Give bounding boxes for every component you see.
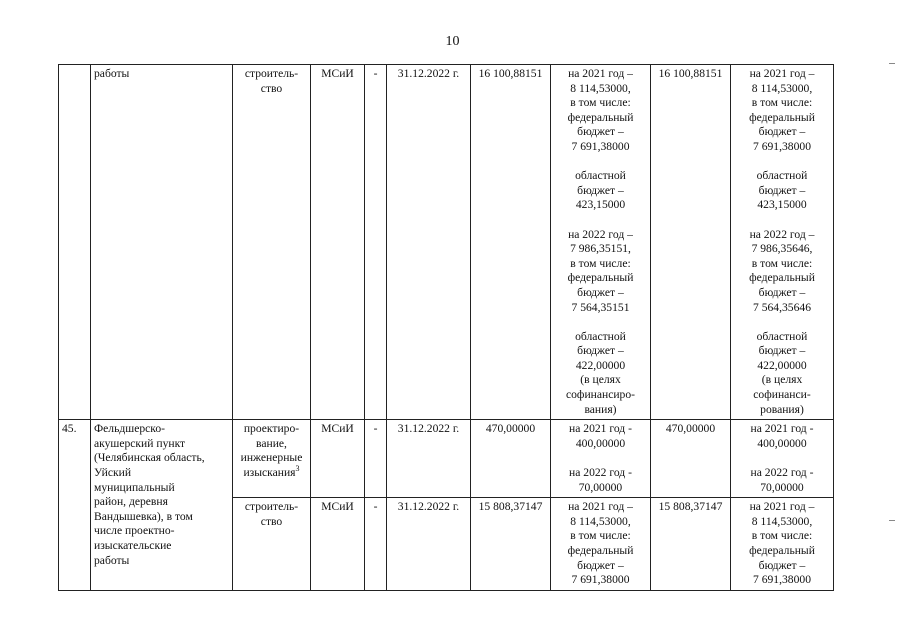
cell-customer: МСиИ	[311, 498, 365, 591]
text-line: работы	[94, 553, 130, 567]
cell-dash: -	[365, 420, 387, 498]
cell-deadline: 31.12.2022 г.	[387, 420, 471, 498]
cell-cost: 470,00000	[471, 420, 551, 498]
text-line: бюджет –	[758, 558, 806, 572]
text-line: бюджет –	[577, 183, 624, 197]
scan-mark	[889, 520, 895, 521]
table-row-continued	[59, 65, 834, 420]
text-line: в том числе:	[570, 529, 631, 543]
text-line: инженерные	[240, 451, 303, 465]
cell-financing	[551, 498, 651, 591]
text-line: на 2021 год -	[569, 422, 632, 436]
text-line: бюджет –	[577, 125, 624, 139]
text-line: муниципальный	[94, 480, 175, 494]
text-line: на 2021 год –	[568, 500, 633, 514]
text-line: работы	[94, 67, 130, 80]
text-line: 8 114,53000,	[570, 514, 631, 528]
text-line: 70,00000	[578, 480, 623, 494]
text-line: 423,15000	[757, 198, 807, 212]
text-line: район, деревня	[94, 495, 168, 509]
text-line: в том числе:	[570, 96, 631, 110]
text-line: областной	[575, 169, 626, 183]
line-gap	[734, 213, 830, 228]
cell-financing-2	[731, 420, 834, 498]
text-line: бюджет –	[758, 183, 806, 197]
text-line: 422,00000	[575, 358, 626, 372]
text-line: Вандышевка), в том	[94, 509, 193, 523]
text-line: 8 114,53000,	[751, 514, 813, 528]
text-line: на 2021 год -	[750, 422, 814, 436]
cell-dash: -	[365, 498, 387, 591]
text-line: на 2022 год –	[749, 227, 815, 241]
text-line: бюджет –	[758, 125, 806, 139]
text-line: федеральный	[567, 544, 634, 557]
text-line: федеральный	[567, 110, 634, 124]
cell-financing	[551, 65, 651, 420]
text-line: в том числе:	[751, 529, 813, 543]
text-line: (в целях	[761, 373, 803, 387]
text-line: областной	[756, 329, 808, 343]
scan-mark	[889, 63, 895, 64]
text-line: строитель-	[244, 67, 299, 80]
text-line: на 2021 год –	[749, 500, 815, 514]
text-line: в том числе:	[751, 96, 813, 110]
text-line: (в целях	[580, 373, 621, 387]
text-line: 422,00000	[757, 358, 807, 372]
text-line: 400,00000	[757, 436, 807, 450]
cell-customer: МСиИ	[311, 420, 365, 498]
text-line: 7 564,35151	[571, 300, 630, 314]
text-line: проектиро-	[243, 422, 300, 436]
text-line: бюджет –	[758, 285, 806, 299]
text-line: 8 114,53000,	[751, 81, 813, 95]
text-line: областной	[575, 329, 626, 343]
line-gap	[734, 315, 830, 330]
cell-num: 45.	[59, 420, 91, 591]
text-line: Уйский	[94, 466, 132, 480]
cell-cost-2: 470,00000	[651, 420, 731, 498]
cell-work-type	[233, 420, 311, 498]
text-line: 400,00000	[575, 436, 626, 450]
text-line: ство	[260, 514, 283, 528]
text-line: Фельдшерско-	[94, 422, 165, 436]
text-fragment: изыскания	[243, 466, 296, 480]
cell-deadline: 31.12.2022 г.	[387, 498, 471, 591]
line-gap	[554, 213, 647, 228]
text-line: областной	[756, 169, 808, 183]
text-line: федеральный	[749, 271, 815, 285]
cell-cost: 16 100,88151	[471, 65, 551, 420]
text-line: федеральный	[749, 110, 815, 124]
text-line: федеральный	[567, 271, 634, 285]
projects-table	[58, 64, 834, 591]
text-line: вания)	[584, 402, 617, 416]
footnote-mark: 3	[295, 464, 300, 474]
text-line: в том числе:	[570, 256, 631, 270]
text-line: 7 691,38000	[753, 139, 811, 153]
cell-object-name	[91, 420, 233, 591]
text-line: на 2022 год –	[568, 227, 633, 241]
cell-financing-2	[731, 498, 834, 591]
cell-customer: МСиИ	[311, 65, 365, 420]
line-gap	[734, 155, 830, 170]
text-line: софинансиро-	[565, 388, 636, 402]
text-line: бюджет –	[577, 558, 624, 572]
cell-financing	[551, 420, 651, 498]
cell-work-type	[233, 498, 311, 591]
table-row-45	[59, 420, 834, 498]
text-line: 7 691,38000	[571, 573, 630, 587]
cell-cost-2: 16 100,88151	[651, 65, 731, 420]
cell-object-name	[91, 65, 233, 420]
line-gap	[554, 155, 647, 170]
text-line: бюджет –	[577, 344, 624, 358]
text-line: на 2022 год -	[569, 466, 632, 480]
text-line: на 2021 год –	[749, 67, 815, 80]
cell-cost-2: 15 808,37147	[651, 498, 731, 591]
text-line: 8 114,53000,	[570, 81, 631, 95]
text-line: на 2021 год –	[568, 67, 633, 80]
line-gap	[554, 315, 647, 330]
text-line: 7 691,38000	[753, 573, 811, 587]
text-line: в том числе:	[751, 256, 813, 270]
cell-num	[59, 65, 91, 420]
line-gap	[554, 451, 647, 466]
text-line: числе проектно-	[94, 524, 175, 538]
cell-cost: 15 808,37147	[471, 498, 551, 591]
cell-dash: -	[365, 65, 387, 420]
text-line: строитель-	[244, 500, 299, 514]
text-line: акушерский пункт	[94, 436, 186, 450]
text-line: 70,00000	[760, 480, 804, 494]
line-gap	[734, 451, 830, 466]
text-line: 7 691,38000	[571, 139, 630, 153]
text-line: софинанси-	[753, 388, 811, 402]
text-line: на 2022 год -	[750, 466, 814, 480]
text-line: рования)	[760, 402, 804, 416]
text-line: изыскательские	[94, 539, 172, 552]
cell-deadline: 31.12.2022 г.	[387, 65, 471, 420]
text-line: вание,	[256, 436, 287, 450]
cell-financing-2	[731, 65, 834, 420]
text-line	[236, 466, 307, 481]
text-line: бюджет –	[758, 344, 806, 358]
cell-work-type	[233, 65, 311, 420]
text-line: федеральный	[749, 544, 815, 557]
text-line: ство	[260, 81, 283, 95]
text-line: 7 986,35151,	[570, 242, 631, 256]
page-number: 10	[445, 34, 460, 49]
text-line: 7 986,35646,	[751, 242, 813, 256]
text-line: 423,15000	[575, 198, 626, 212]
text-line: (Челябинская область,	[94, 451, 205, 465]
text-line: бюджет –	[577, 285, 624, 299]
text-line: 7 564,35646	[753, 300, 811, 314]
